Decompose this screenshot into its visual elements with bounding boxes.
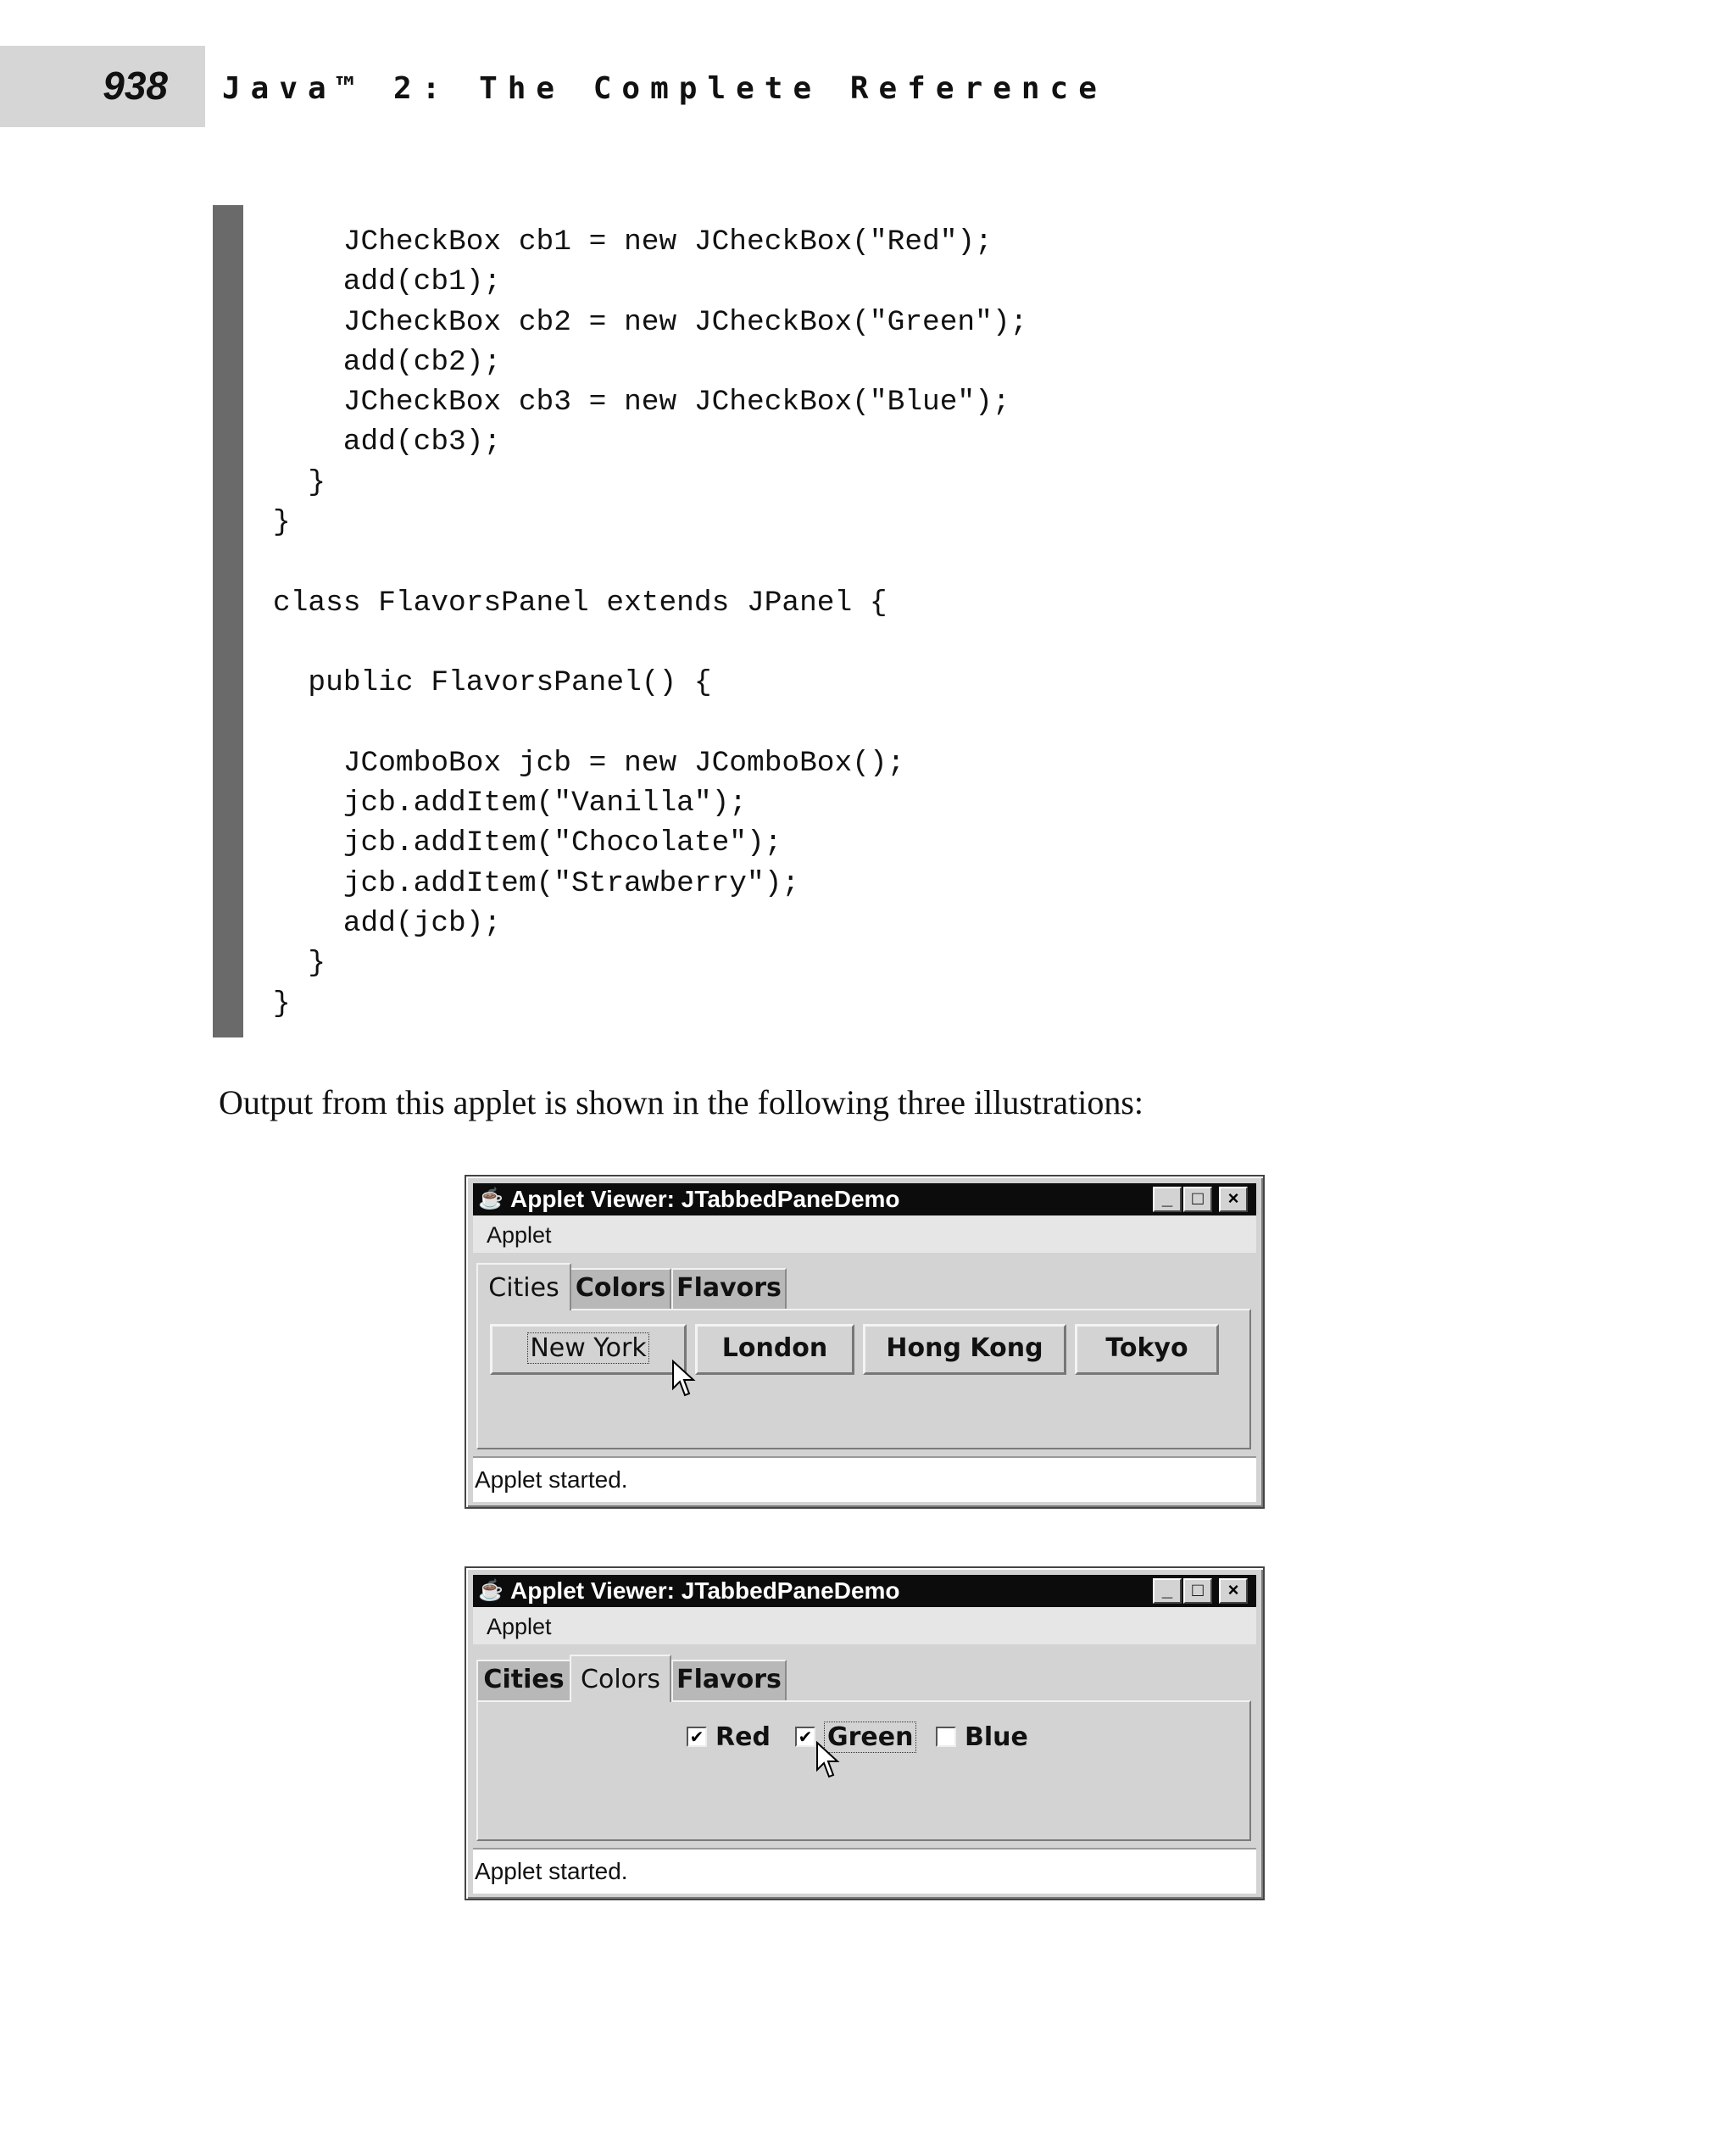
title-bar[interactable] [473,1183,1256,1215]
new-york-button[interactable] [490,1324,687,1375]
code-line: } [273,465,326,499]
code-line [273,542,1027,582]
mouse-cursor-icon [671,1360,697,1399]
code-bar [213,205,243,1037]
blue-checkbox[interactable] [936,1717,1028,1756]
applet-window-colors [465,1566,1265,1900]
code-line: } [273,947,326,981]
code-line: add(jcb); [273,907,502,941]
status-bar [473,1848,1256,1894]
check-mark-icon: ✔ [795,1727,815,1747]
tab-colors[interactable]: Colors [570,1655,671,1702]
code-line: JCheckBox cb2 = new JCheckBox("Green"); [273,305,1028,339]
london-button[interactable]: London [695,1324,854,1375]
checkbox-label: Blue [965,1722,1028,1752]
code-line [273,623,1027,663]
code-line: JComboBox jcb = new JComboBox(); [273,746,905,780]
tab-strip [476,1655,1256,1702]
tab-flavors[interactable]: Flavors [671,1660,787,1700]
window-title: Applet Viewer: JTabbedPaneDemo [510,1186,900,1212]
maximize-icon[interactable]: □ [1183,1578,1212,1604]
code-line: JCheckBox cb3 = new JCheckBox("Blue"); [273,386,1010,420]
code-line: add(cb3); [273,426,502,459]
java-cup-icon: ☕ [478,1579,504,1602]
tab-content-colors [476,1700,1251,1841]
window-title: Applet Viewer: JTabbedPaneDemo [510,1577,900,1604]
close-icon[interactable]: × [1219,1578,1248,1604]
check-mark-icon: ✔ [687,1727,707,1747]
menu-applet[interactable]: Applet [487,1222,552,1248]
status-text: Applet started. [475,1466,628,1493]
green-checkbox[interactable] [795,1717,916,1756]
checkbox-label: Green [824,1722,916,1753]
minimize-icon[interactable]: _ [1153,1187,1182,1212]
code-line: } [273,506,291,540]
code-line: public FlavorsPanel() { [273,666,712,700]
tokyo-button[interactable]: Tokyo [1075,1324,1219,1375]
menu-applet[interactable]: Applet [487,1614,552,1639]
title-bar[interactable] [473,1575,1256,1607]
page-number: 938 [103,64,168,108]
button-label: New York [527,1332,648,1364]
code-listing [273,222,1027,1024]
menu-bar [473,1607,1256,1644]
red-checkbox[interactable] [687,1717,771,1756]
tab-colors[interactable]: Colors [570,1268,671,1309]
java-cup-icon: ☕ [478,1188,504,1210]
tab-cities[interactable]: Cities [476,1263,571,1310]
checkbox-row [478,1717,1249,1760]
code-line: add(cb1); [273,265,502,299]
status-bar [473,1456,1256,1502]
tab-content-cities [476,1309,1251,1449]
code-line: JCheckBox cb1 = new JCheckBox("Red"); [273,225,993,259]
body-paragraph: Output from this applet is shown in the following three illustrations: [219,1083,1143,1121]
applet-window-cities [465,1175,1265,1509]
running-head: Java™ 2: The Complete Reference [222,71,1107,106]
checkbox-label: Red [715,1722,771,1752]
status-text: Applet started. [475,1858,628,1884]
code-line: jcb.addItem("Chocolate"); [273,826,782,860]
code-line: } [273,987,291,1021]
code-line: jcb.addItem("Strawberry"); [273,866,800,900]
code-line: class FlavorsPanel extends JPanel { [273,586,887,620]
unchecked-box-icon [936,1727,956,1747]
menu-bar [473,1215,1256,1253]
mouse-cursor-icon [815,1741,841,1780]
page-number-box [0,46,205,127]
maximize-icon[interactable]: □ [1183,1187,1212,1212]
minimize-icon[interactable]: _ [1153,1578,1182,1604]
code-line [273,704,1027,743]
tab-strip [476,1263,1256,1310]
tab-flavors[interactable]: Flavors [671,1268,787,1309]
code-line: add(cb2); [273,345,502,379]
tab-cities[interactable]: Cities [476,1660,571,1700]
close-icon[interactable]: × [1219,1187,1248,1212]
hong-kong-button[interactable]: Hong Kong [863,1324,1066,1375]
code-line: jcb.addItem("Vanilla"); [273,787,747,820]
